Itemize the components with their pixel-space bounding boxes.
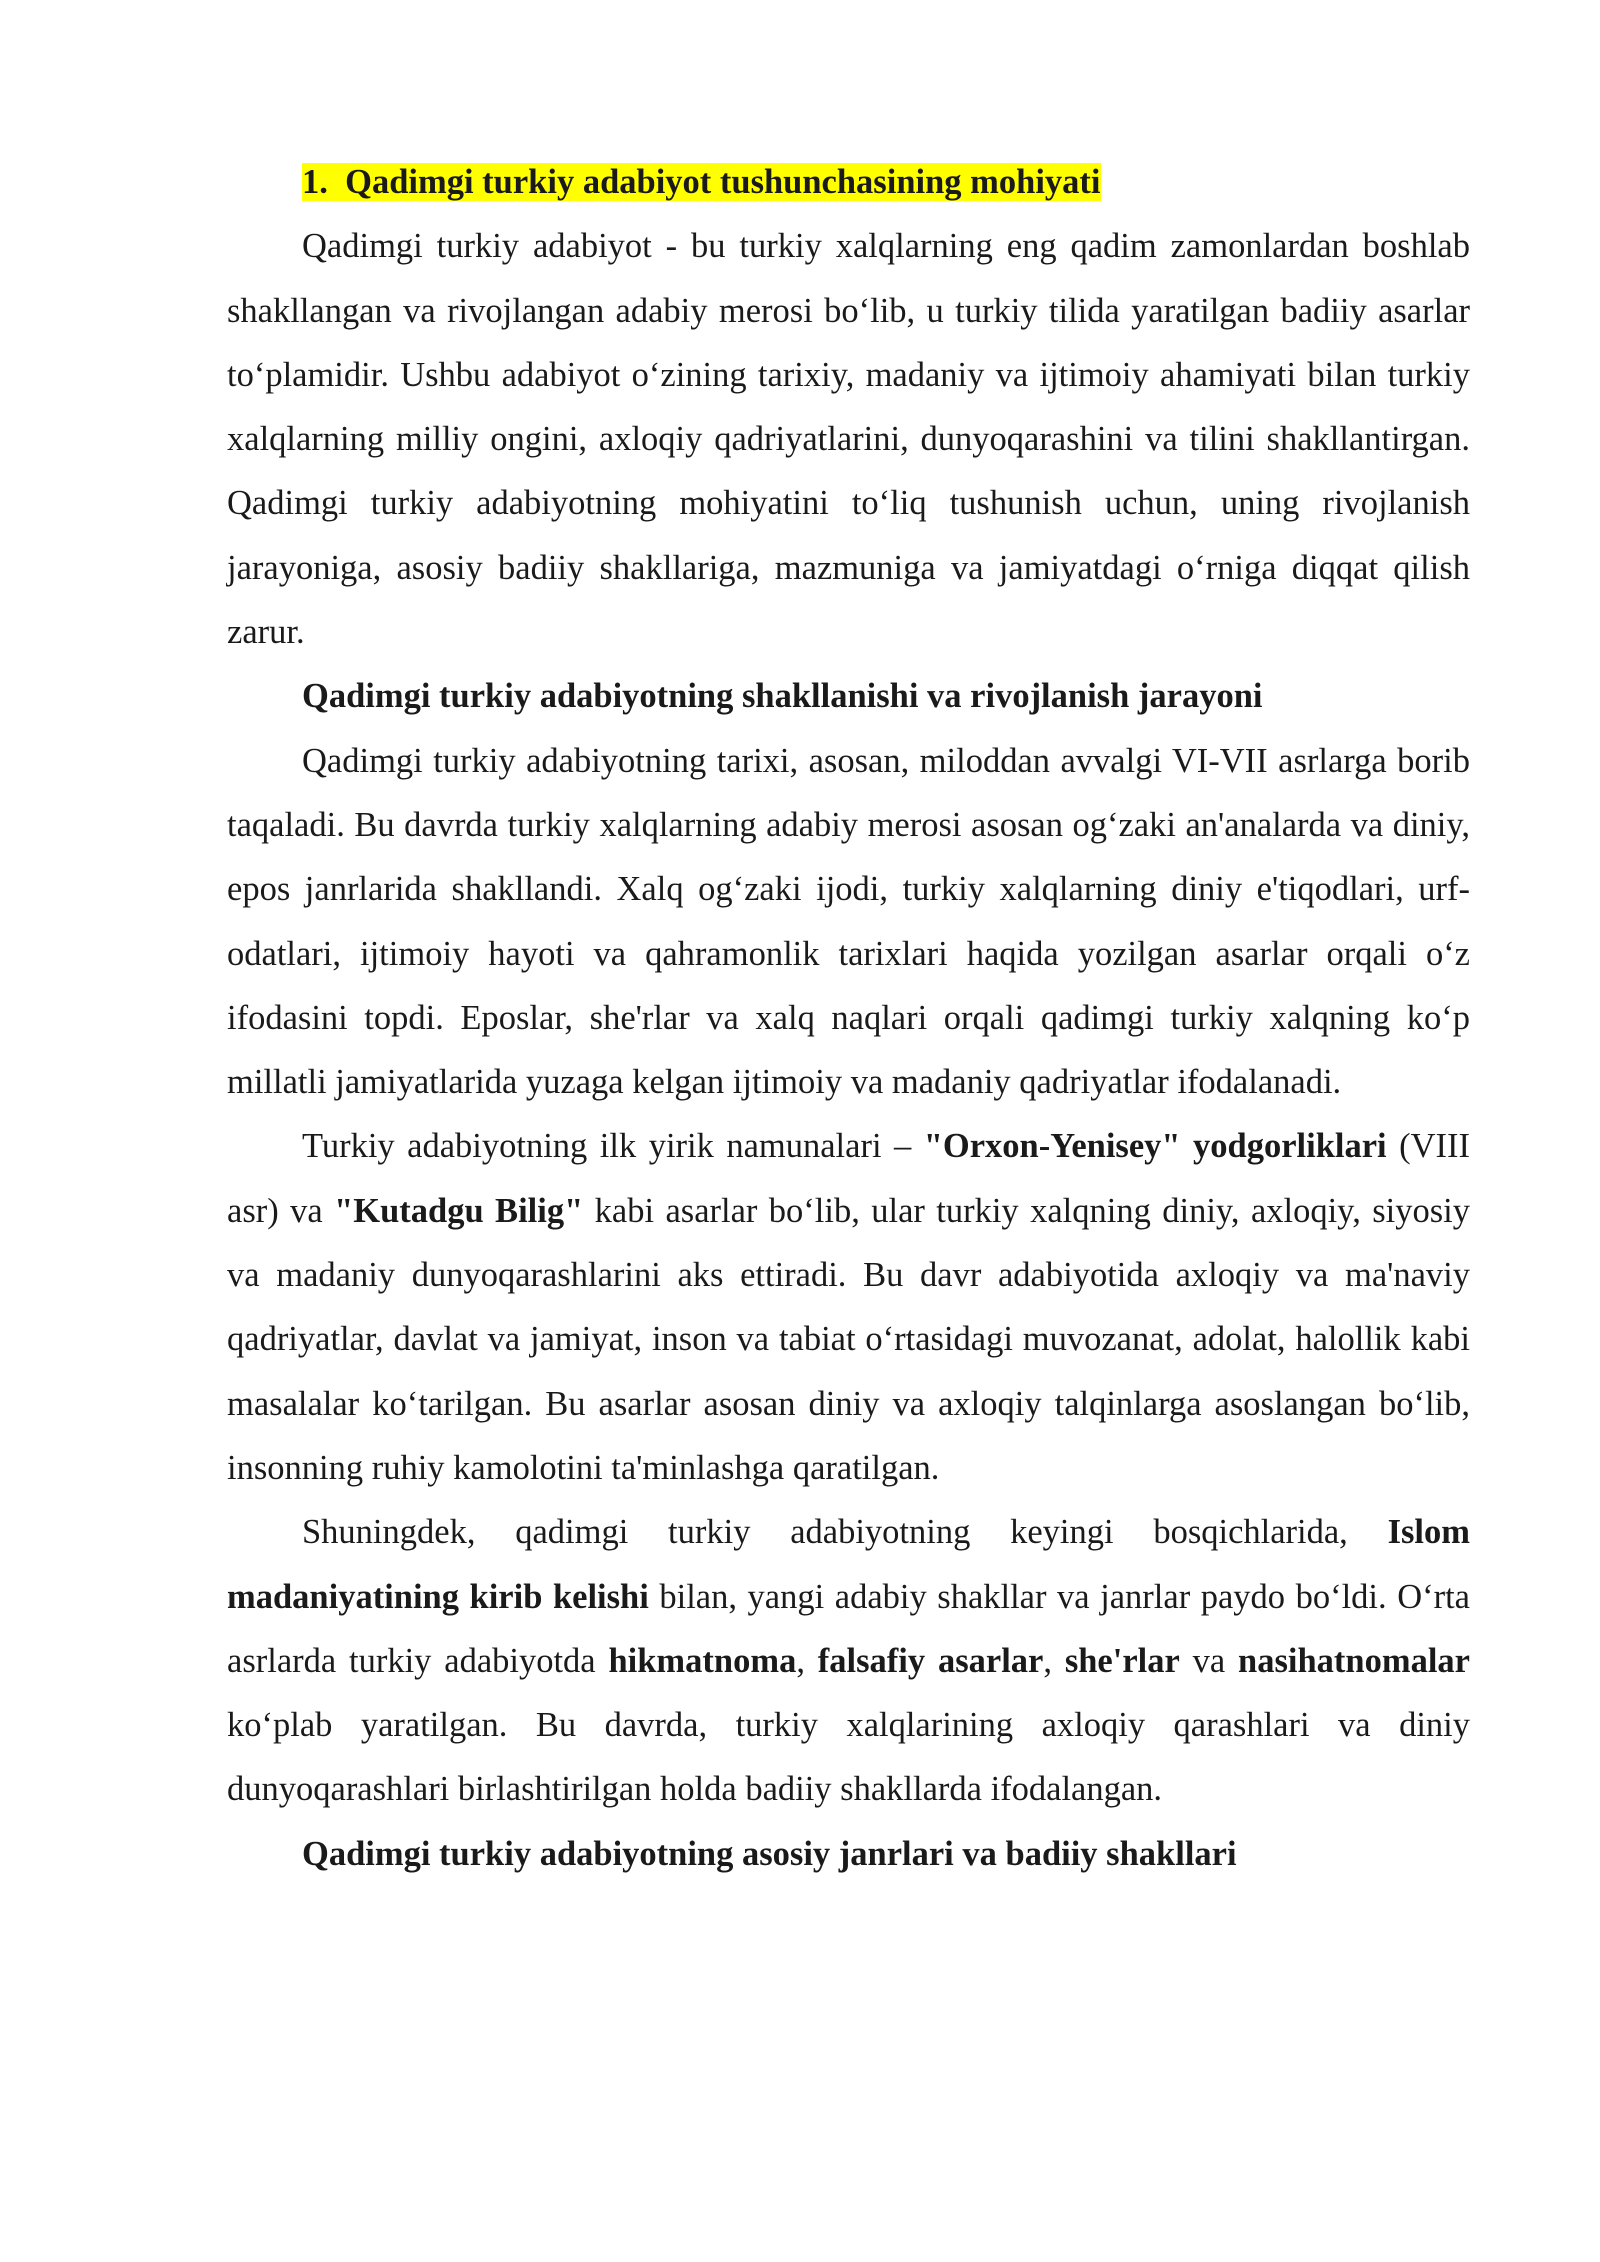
section-title-text: Qadimgi turkiy adabiyot tushunchasining mohiyati bbox=[345, 163, 1101, 201]
paragraph-3-text-1: Turkiy adabiyotning ilk yirik namunalari – bbox=[302, 1127, 924, 1166]
paragraph-4-text-2: bilan, yangi adabiy shakllar va janrlar paydo bo‘ldi. O‘rta asrlarda turkiy adabiyotda bbox=[227, 1577, 1470, 1680]
kutadgu-bilig-term: "Kutadgu Bilig" bbox=[334, 1191, 584, 1230]
paragraph-2: Qadimgi turkiy adabiyotning tarixi, asosan, miloddan avvalgi VI-VII asrlarga borib taqaladi. Bu davrda turkiy xalqlarning adabiy merosi asosan og‘zaki an'analarda va diniy, epos janrlarida shakllandi. Xalq og‘zaki ijodi, turkiy xalqlarning diniy e'tiqodlari, urf-odatlari, ijtimoiy hayoti va qahramonlik tarixlari haqida yozilgan asarlar orqali o‘z ifodasini topdi. Eposlar, she'rlar va xalq naqlari orqali qadimgi turkiy xalqning ko‘p millatli jamiyatlarida yuzaga kelgan ijtimoiy va madaniy qadriyatlar ifodalanadi. bbox=[227, 741, 1470, 1102]
falsafiy-asarlar-term: falsafiy asarlar bbox=[817, 1641, 1044, 1680]
paragraph-3 bbox=[227, 1114, 1470, 1500]
paragraph-4-text-6: ko‘plab yaratilgan. Bu davrda, turkiy xalqlarining axloqiy qarashlari va diniy dunyoqarashlari birlashtirilgan holda badiiy shakllarda ifodalangan. bbox=[227, 1706, 1470, 1809]
paragraph-4-text-5: va bbox=[1179, 1641, 1239, 1680]
section-number: 1. bbox=[302, 163, 328, 201]
document-page bbox=[227, 150, 1470, 1886]
nasihatnomalar-term: nasihatnomalar bbox=[1238, 1641, 1470, 1680]
paragraph-4-text-3: , bbox=[796, 1641, 818, 1680]
paragraph-4-text-1: Shuningdek, qadimgi turkiy adabiyotning keyingi bosqichlarida, bbox=[302, 1513, 1388, 1552]
subheading-genres: Qadimgi turkiy adabiyotning asosiy janrlari va badiiy shakllari bbox=[302, 1834, 1237, 1873]
subheading-formation: Qadimgi turkiy adabiyotning shakllanishi va rivojlanish jarayoni bbox=[302, 677, 1263, 716]
orxon-yenisey-term: "Orxon-Yenisey" yodgorliklari bbox=[923, 1127, 1387, 1166]
paragraph-4 bbox=[227, 1500, 1470, 1821]
paragraph-1: Qadimgi turkiy adabiyot - bu turkiy xalqlarning eng qadim zamonlardan boshlab shakllangan va rivojlangan adabiy merosi bo‘lib, u turkiy tilida yaratilgan badiiy asarlar to‘plamidir. Ushbu adabiyot o‘zining tarixiy, madaniy va ijtimoiy ahamiyati bilan turkiy xalqlarning milliy ongini, axloqiy qadriyatlarini, dunyoqarashini va tilini shakllantirgan. Qadimgi turkiy adabiyotning mohiyatini to‘liq tushunish uchun, uning rivojlanish jarayoniga, asosiy badiiy shakllariga, mazmuniga va jamiyatdagi o‘rniga diqqat qilish zarur. bbox=[227, 227, 1470, 652]
paragraph-3-text-3: kabi asarlar bo‘lib, ular turkiy xalqning diniy, axloqiy, siyosiy va madaniy dunyoqarashlarini aks ettiradi. Bu davr adabiyotida axloqiy va ma'naviy qadriyatlar, davlat va jamiyat, inson va tabiat o‘rtasidagi muvozanat, adolat, halollik kabi masalalar ko‘tarilgan. Bu asarlar asosan diniy va axloqiy talqinlarga asoslangan bo‘lib, insonning ruhiy kamolotini ta'minlashga qaratilgan. bbox=[227, 1191, 1470, 1487]
paragraph-4-text-4: , bbox=[1043, 1641, 1065, 1680]
paragraph-3-text-2: (VIII asr) va bbox=[227, 1127, 1470, 1230]
section-title bbox=[227, 150, 1470, 214]
section-title-highlight bbox=[302, 163, 1101, 201]
hikmatnoma-term: hikmatnoma bbox=[608, 1641, 797, 1680]
islom-term: Islom madaniyatining kirib kelishi bbox=[227, 1513, 1470, 1616]
sherlar-term: she'rlar bbox=[1064, 1641, 1180, 1680]
